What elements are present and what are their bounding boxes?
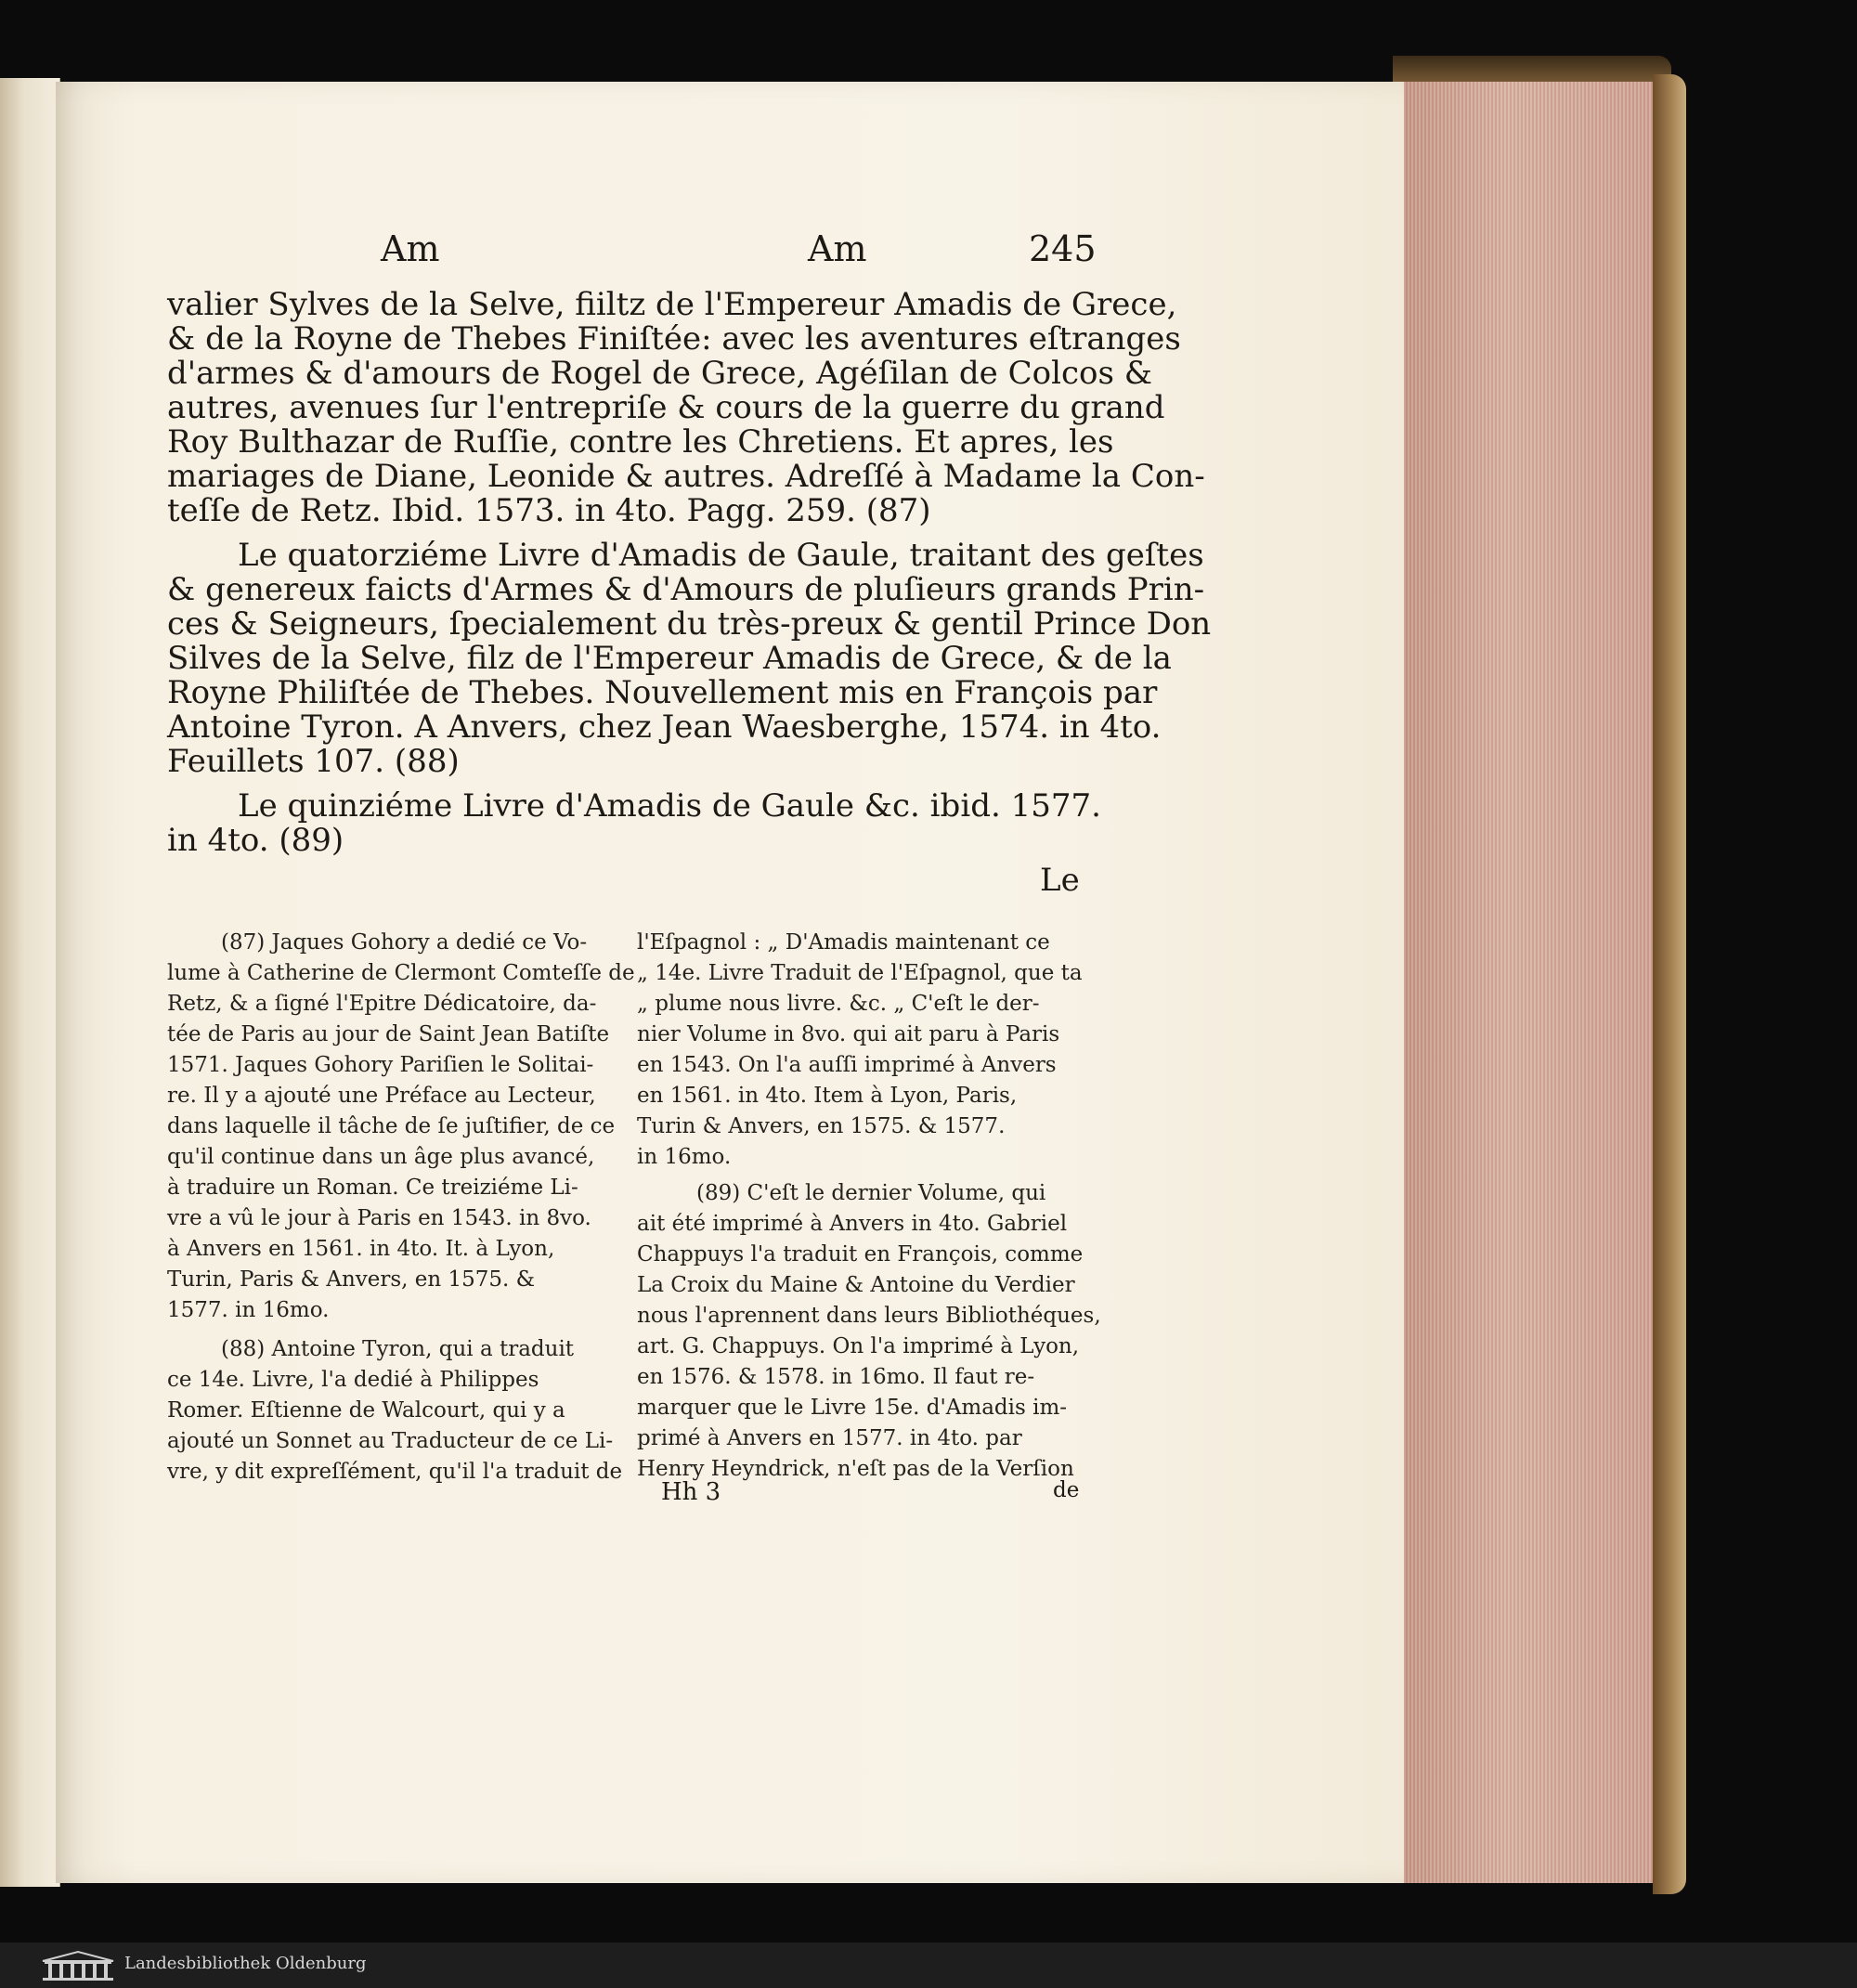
main-line: & genereux faicts d'Armes & d'Amours de pluſieurs grands Prin- xyxy=(167,571,1205,608)
note-line: Retz, & a ſigné l'Epitre Dédicatoire, da- xyxy=(167,992,597,1016)
note-line: vre, y dit expreſſément, qu'il l'a traduit de xyxy=(167,1460,623,1484)
note-line: ce 14e. Livre, l'a dedié à Philippes xyxy=(167,1368,539,1392)
note-line: qu'il continue dans un âge plus avancé, xyxy=(167,1145,595,1169)
note-line: re. Il y a ajouté une Préface au Lecteur, xyxy=(167,1084,596,1108)
main-line: autres, avenues ſur l'entrepriſe & cours de la guerre du grand xyxy=(167,389,1165,426)
main-line: in 4to. (89) xyxy=(167,822,344,859)
note-line: primé à Anvers en 1577. in 4to. par xyxy=(637,1426,1022,1450)
book-binding xyxy=(1653,74,1686,1894)
page-fore-edge xyxy=(1404,82,1669,1883)
main-line: d'armes & d'amours de Rogel de Grece, Agéſilan de Colcos & xyxy=(167,355,1152,392)
main-line: mariages de Diane, Leonide & autres. Adreſſé à Madame la Con- xyxy=(167,458,1205,495)
main-line: Antoine Tyron. A Anvers, chez Jean Waesberghe, 1574. in 4to. xyxy=(167,708,1162,746)
note-line: 1571. Jaques Gohory Pariſien le Solitai- xyxy=(167,1053,594,1077)
main-line: Silves de la Selve, filz de l'Empereur Amadis de Grece, & de la xyxy=(167,640,1172,677)
note-line: l'Eſpagnol : „ D'Amadis maintenant ce xyxy=(637,930,1050,955)
main-line: valier Sylves de la Selve, fiiltz de l'Empereur Amadis de Grece, xyxy=(167,286,1177,323)
main-line: ces & Seigneurs, ſpecialement du très-preux & gentil Prince Don xyxy=(167,605,1212,643)
note-line: vre a vû le jour à Paris en 1543. in 8vo. xyxy=(167,1206,591,1230)
note-line: ajouté un Sonnet au Traducteur de ce Li- xyxy=(167,1429,614,1453)
note-line: à traduire un Roman. Ce treiziéme Li- xyxy=(167,1176,578,1200)
main-line: Feuillets 107. (88) xyxy=(167,743,460,780)
main-line: & de la Royne de Thebes Finiſtée: avec les aventures eſtranges xyxy=(167,320,1181,357)
library-building-icon xyxy=(41,1950,115,1982)
note-line: „ 14e. Livre Traduit de l'Eſpagnol, que ta xyxy=(637,961,1083,985)
main-line: Le quatorziéme Livre d'Amadis de Gaule, traitant des geſtes xyxy=(238,537,1204,574)
note-line: nier Volume in 8vo. qui ait paru à Paris xyxy=(637,1022,1060,1046)
note-line: tée de Paris au jour de Saint Jean Batiſte xyxy=(167,1022,610,1046)
note-line: à Anvers en 1561. in 4to. It. à Lyon, xyxy=(167,1237,555,1261)
footer-bar xyxy=(0,1943,1857,1988)
note-line: en 1543. On l'a auſſi imprimé à Anvers xyxy=(637,1053,1057,1077)
previous-page-edge xyxy=(0,78,60,1887)
note-line: 1577. in 16mo. xyxy=(167,1298,330,1322)
note-line: Romer. Eſtienne de Walcourt, qui y a xyxy=(167,1398,565,1423)
note-line: lume à Catherine de Clermont Comteſſe de xyxy=(167,961,635,985)
note-line: in 16mo. xyxy=(637,1145,732,1169)
note-line: nous l'aprennent dans leurs Bibliothéques, xyxy=(637,1304,1101,1328)
note-line: La Croix du Maine & Antoine du Verdier xyxy=(637,1273,1075,1297)
page-number: 245 xyxy=(1029,228,1097,269)
note-line: Chappuys l'a traduit en François, comme xyxy=(637,1242,1084,1267)
catchword-notes: de xyxy=(1053,1478,1080,1502)
note-line: en 1576. & 1578. in 16mo. Il faut re- xyxy=(637,1365,1035,1389)
main-line: Roy Bulthazar de Ruſſie, contre les Chretiens. Et apres, les xyxy=(167,423,1114,461)
main-line: teſſe de Retz. Ibid. 1573. in 4to. Pagg. 259. (87) xyxy=(167,492,931,529)
note-line: (88) Antoine Tyron, qui a traduit xyxy=(221,1337,575,1361)
note-line: Henry Heyndrick, n'eſt pas de la Verſion xyxy=(637,1457,1074,1481)
note-line: art. G. Chappuys. On l'a imprimé à Lyon, xyxy=(637,1334,1080,1358)
running-head-center: Am xyxy=(808,228,867,269)
note-line: „ plume nous livre. &c. „ C'eſt le der- xyxy=(637,992,1040,1016)
main-line: Royne Philiſtée de Thebes. Nouvellement mis en François par xyxy=(167,674,1158,711)
running-head-left: Am xyxy=(381,228,440,269)
signature-mark: Hh 3 xyxy=(661,1478,721,1506)
note-line: (89) C'eſt le dernier Volume, qui xyxy=(696,1181,1046,1205)
note-line: marquer que le Livre 15e. d'Amadis im- xyxy=(637,1396,1068,1420)
note-line: dans laquelle il tâche de ſe juſtifier, de ce xyxy=(167,1114,616,1138)
note-line: ait été imprimé à Anvers in 4to. Gabriel xyxy=(637,1212,1068,1236)
note-line: (87) Jaques Gohory a dedié ce Vo- xyxy=(221,930,588,955)
main-line: Le quinziéme Livre d'Amadis de Gaule &c. ibid. 1577. xyxy=(238,787,1101,825)
library-name: Landesbibliothek Oldenburg xyxy=(124,1954,367,1973)
note-line: Turin & Anvers, en 1575. & 1577. xyxy=(637,1114,1006,1138)
note-line: Turin, Paris & Anvers, en 1575. & xyxy=(167,1267,536,1292)
catchword-main: Le xyxy=(1040,862,1080,899)
note-line: en 1561. in 4to. Item à Lyon, Paris, xyxy=(637,1084,1018,1108)
